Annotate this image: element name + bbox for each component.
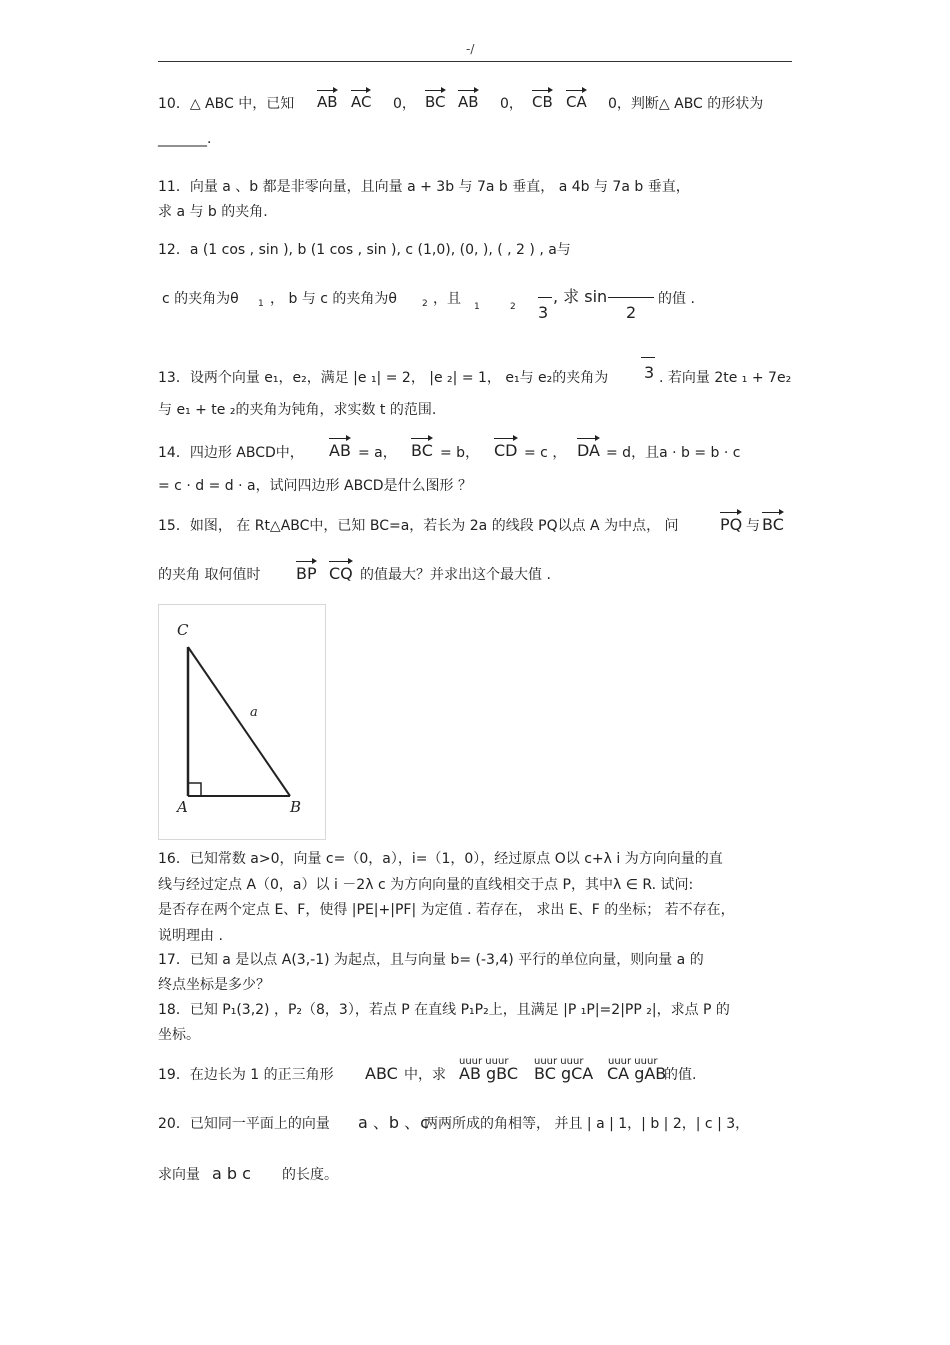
q12-text-b9: 的值 . (658, 291, 695, 307)
q20-text-b: 两两所成的角相等， 并且 | a | 1，| b | 2，| c | 3， (424, 1116, 750, 1132)
q12-line1: 12．a (1 cos , sin ), b (1 cos , sin ), c (1,0), (0, ), ( , 2 ) , a与 (158, 242, 571, 258)
q15-text-a: 15．如图， 在 Rt△ABC中，已知 BC=a，若长为 2a 的线段 PQ以点 A 为中点， 问 (158, 518, 679, 534)
q10-text-t1: 0， (393, 96, 416, 112)
q10-text-t2: 0， (500, 96, 523, 112)
q12-text-b3: ， b 与 c 的夹角为θ (270, 291, 397, 307)
q10-text-a: 10．△ ABC 中，已知 (158, 96, 295, 112)
q19-overline-3: uuur uuur (608, 1056, 658, 1067)
q17-line1: 17．已知 a 是以点 A(3,-1) 为起点，且与向量 b= (-3,4) 平行的单位向量，则向量 a 的 (158, 952, 704, 968)
vector-cd-q14: CD (494, 441, 518, 460)
q12-denominator-3: 3 (538, 303, 549, 322)
header-rule (158, 61, 792, 62)
q13-fraction-bar (641, 357, 655, 358)
q16-line1: 16．已知常数 a>0，向量 c=（0，a），i=（1，0），经过原点 O以 c+λ i 为方向向量的直 (158, 851, 723, 867)
side-label-a: a (250, 705, 258, 720)
vector-cq: CQ (329, 564, 353, 583)
q12-fraction-bar-1 (538, 297, 552, 298)
right-triangle-figure (158, 604, 326, 840)
q20-text-a: 20．已知同一平面上的向量 (158, 1116, 330, 1132)
vector-ab: AB (317, 93, 338, 111)
q12-denominator-2: 2 (626, 303, 637, 322)
vertex-label-a: A (177, 798, 188, 816)
q15-text-b1: 的夹角 取何值时 (158, 567, 261, 583)
q12-text-b1: c 的夹角为θ (162, 291, 239, 307)
q16-line2: 线与经过定点 A（0，a）以 i －2λ c 为方向向量的直线相交于点 P，其中λ ∈ R. 试问: (158, 877, 694, 893)
vector-bc-q15: BC (762, 515, 784, 534)
q15-text-t1: 与 (746, 518, 760, 534)
q14-text-t2: = b， (440, 445, 480, 461)
q20-text-l2c: 的长度。 (282, 1167, 338, 1183)
side-cb (188, 647, 290, 796)
q19-product-1: AB gBC (459, 1064, 519, 1083)
right-angle-mark (188, 783, 201, 796)
q19-overline-1: uuur uuur (459, 1056, 509, 1067)
q19-product-2: BC gCA (534, 1064, 594, 1083)
q16-line4: 说明理由 . (158, 928, 223, 944)
vector-bp: BP (296, 564, 317, 583)
q15-text-b2: 的值最大？并求出这个最大值 . (360, 567, 551, 583)
vector-cb: CB (532, 93, 553, 111)
q12-fraction-bar-2 (608, 297, 654, 298)
q12-sub-1: 1 (258, 299, 264, 309)
vector-pq: PQ (720, 515, 743, 534)
q12-text-b5: ，且 (433, 291, 461, 307)
q12-sub-3: 1 (474, 302, 480, 312)
q13-denominator: 3 (644, 363, 655, 382)
q11-line1: 11．向量 a 、b 都是非零向量，且向量 a + 3b 与 7a b 垂直， a 4b 与 7a b 垂直， (158, 179, 690, 195)
q14-line2: = c · d = d · a，试问四边形 ABCD是什么图形 ？ (158, 478, 472, 494)
vector-ac: AC (351, 93, 372, 111)
q19-text-c: 的值. (664, 1067, 697, 1083)
q14-text-a: 14．四边形 ABCD中， (158, 445, 304, 461)
q12-text-b8: , 求 sin (553, 287, 608, 306)
q19-text-a: 19．在边长为 1 的正三角形 (158, 1067, 334, 1083)
q14-text-t3: = c ， (524, 445, 567, 461)
vector-ab-2: AB (458, 93, 479, 111)
q19-product-3: CA gAB (607, 1064, 667, 1083)
q18-line2: 坐标。 (158, 1027, 200, 1043)
vector-bc-q14: BC (411, 441, 433, 460)
q13-line2: 与 e₁ + te ₂的夹角为钝角，求实数 t 的范围. (158, 402, 437, 418)
vector-da-q14: DA (577, 441, 600, 460)
q20-vectors-abc: a 、b 、c (358, 1113, 429, 1132)
q14-text-t1: = a， (358, 445, 397, 461)
vector-ab-q14: AB (329, 441, 351, 460)
vector-bc: BC (425, 93, 446, 111)
q10-line2: _______. (158, 131, 212, 147)
q20-text-l2a: 求向量 (158, 1167, 200, 1183)
q14-text-t4: = d，且a · b = b · c (606, 445, 741, 461)
q19-overline-2: uuur uuur (534, 1056, 584, 1067)
q16-line3: 是否存在两个定点 E、F，使得 |PE|+|PF| 为定值 . 若存在， 求出 E、F 的坐标； 若不存在， (158, 902, 735, 918)
q10-text-t3: 0，判断△ ABC 的形状为 (608, 96, 764, 112)
q17-line2: 终点坐标是多少？ (158, 977, 270, 993)
q18-line1: 18．已知 P₁(3,2) ，P₂（8，3），若点 P 在直线 P₁P₂上，且满足 |P ₁P|=2|PP ₂|，求点 P 的 (158, 1002, 730, 1018)
q12-sub-4: 2 (510, 302, 516, 312)
q20-sum-vectors: a b c (212, 1164, 251, 1183)
q19-text-b: 中，求 (404, 1067, 446, 1083)
vertex-label-c: C (177, 621, 189, 639)
q13-text-a: 13．设两个向量 e₁，e₂，满足 |e ₁| = 2， |e ₂| = 1， e₁与 e₂的夹角为 (158, 370, 609, 386)
vertex-label-b: B (290, 798, 302, 816)
q12-sub-2: 2 (422, 299, 428, 309)
q11-line2: 求 a 与 b 的夹角. (158, 204, 268, 220)
header-mark: -/ (466, 42, 475, 56)
vector-ca: CA (566, 93, 587, 111)
q13-text-a2: . 若向量 2te ₁ + 7e₂ (659, 370, 792, 386)
q19-triangle-abc: ABC (365, 1064, 398, 1083)
